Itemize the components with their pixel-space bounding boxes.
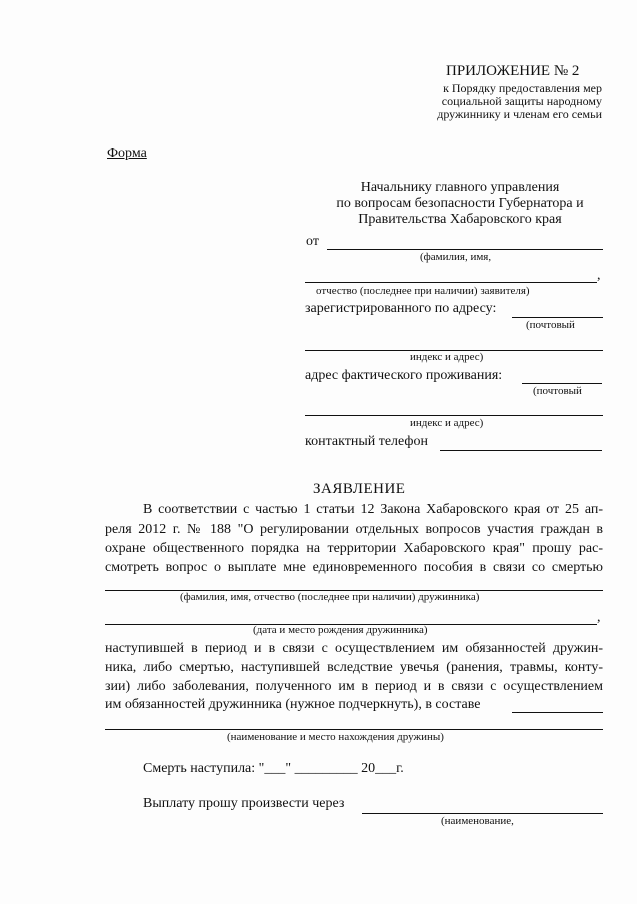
addressee-line-3: Правительства Хабаровского края xyxy=(358,212,562,227)
para1-line-1: В соответствии с частью 1 статьи 12 Закона Хабаровского края от 25 ап- xyxy=(143,502,603,517)
para2-line-4: им обязанностей дружинника (нужное подчеркнуть), в составе xyxy=(105,697,481,712)
patronymic-hint: отчество (последнее при наличии) заявителя) xyxy=(316,285,530,297)
addressee-line-2: по вопросам безопасности Губернатора и xyxy=(336,196,584,211)
form-label: Форма xyxy=(107,146,147,161)
postal-hint-2: (почтовый xyxy=(533,385,582,397)
birth-comma: , xyxy=(597,610,601,625)
statement-heading: ЗАЯВЛЕНИЕ xyxy=(313,481,406,497)
patronymic-comma: , xyxy=(597,268,601,283)
para1-line-2: реля 2012 г. № 188 "О регулировании отдельных вопросов участия граждан в xyxy=(105,522,603,537)
actual-address-field-2[interactable] xyxy=(305,415,603,416)
phone-label: контактный телефон xyxy=(305,434,428,449)
payment-label: Выплату прошу произвести через xyxy=(143,796,345,811)
index-hint-2: индекс и адрес) xyxy=(410,417,484,429)
birth-hint: (дата и место рождения дружинника) xyxy=(253,624,428,636)
from-label: от xyxy=(306,234,319,249)
para1-line-4: смотреть вопрос о выплате мне единовременного пособия в связи со смертью xyxy=(105,560,603,575)
payment-hint: (наименование, xyxy=(441,815,514,827)
applicant-patronymic-field[interactable] xyxy=(305,282,597,283)
squad-field-1[interactable] xyxy=(512,712,603,713)
postal-hint-1: (почтовый xyxy=(526,319,575,331)
appendix-line-2: социальной защиты народному xyxy=(441,94,602,108)
name-hint: (фамилия, имя, xyxy=(420,251,492,263)
squad-field-2[interactable] xyxy=(105,729,603,730)
payment-field[interactable] xyxy=(362,813,603,814)
actual-address-label: адрес фактического проживания: xyxy=(305,368,503,383)
appendix-caption xyxy=(437,82,602,121)
appendix-line-3: дружиннику и членам его семьи xyxy=(437,107,602,121)
registered-address-field-1[interactable] xyxy=(512,317,603,318)
death-date: Смерть наступила: "___" _________ 20___г. xyxy=(143,761,404,776)
fio-hint: (фамилия, имя, отчество (последнее при наличии) дружинника) xyxy=(180,591,480,603)
registered-address-label: зарегистрированного по адресу: xyxy=(305,301,497,316)
actual-address-field-1[interactable] xyxy=(522,383,602,384)
applicant-name-field[interactable] xyxy=(327,249,603,250)
phone-field[interactable] xyxy=(440,450,602,451)
addressee-line-1: Начальнику главного управления xyxy=(360,180,560,195)
squad-hint: (наименование и место нахождения дружины) xyxy=(227,731,444,743)
appendix-line-1: к Порядку предоставления мер xyxy=(443,81,602,95)
para1-line-3: охране общественного порядка на территории Хабаровского края" прошу рас- xyxy=(105,541,603,556)
index-hint-1: индекс и адрес) xyxy=(410,351,484,363)
para2-line-2: ника, либо смертью, наступившей вследствие увечья (ранения, травмы, конту- xyxy=(105,660,603,675)
para2-line-1: наступившей в период и в связи с осуществлением им обязанностей дружин- xyxy=(105,641,603,656)
appendix-title: ПРИЛОЖЕНИЕ № 2 xyxy=(446,63,580,79)
para2-line-3: зии) либо заболевания, полученного им в период и в связи с осуществлением xyxy=(105,679,603,694)
addressee-block xyxy=(300,180,620,228)
